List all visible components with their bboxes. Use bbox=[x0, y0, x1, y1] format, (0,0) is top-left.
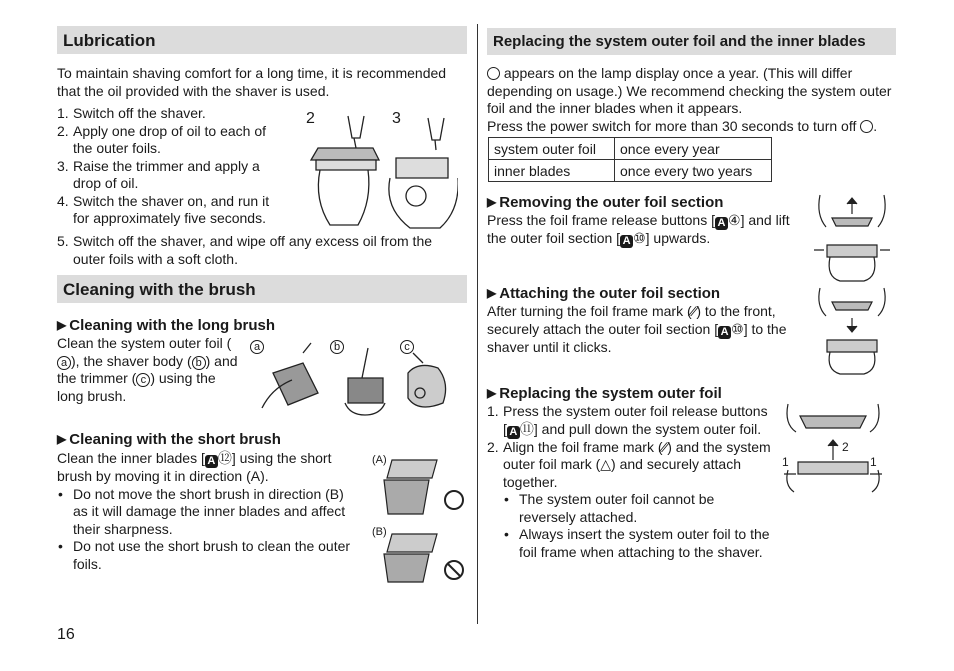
table-cell: inner blades bbox=[489, 160, 615, 182]
fig-label-1-left: 1 bbox=[782, 455, 789, 469]
long-brush-text: Clean the system outer foil (a ), the shaver body ( b ) and the trimmer ( c ) using the long brush. bbox=[57, 335, 238, 404]
triangle-icon: ▶ bbox=[487, 195, 497, 209]
foil-attach-drawing bbox=[812, 284, 892, 376]
lamp-icon bbox=[487, 67, 500, 80]
foil-removal-drawing bbox=[812, 190, 892, 282]
system-foil-bullet: • Always insert the system outer foil to the foil frame when attaching to the shaver. bbox=[503, 526, 772, 561]
lubrication-intro: To maintain shaving comfort for a long time, it is recommended that the oil provided with the shaver is used. bbox=[57, 65, 447, 99]
lubrication-steps-1-4 bbox=[57, 105, 289, 228]
ref-badge-a: A bbox=[620, 235, 633, 248]
fig-label-1-right: 1 bbox=[870, 455, 877, 469]
table-cell: once every two years bbox=[615, 160, 772, 182]
system-foil-step: 2. Align the foil frame mark (⁄⁄) and the system outer foil mark (△) and securely attach together. bbox=[487, 438, 771, 490]
table-cell: once every year bbox=[615, 138, 772, 160]
lubrication-step: 1. Switch off the shaver. bbox=[57, 105, 206, 121]
fig-label-3: 3 bbox=[392, 110, 401, 127]
attaching-illustration bbox=[812, 284, 892, 376]
brush-cleaning-drawing bbox=[248, 338, 464, 418]
cleaning-heading: Cleaning with the brush bbox=[63, 280, 256, 299]
short-brush-bullet: • Do not move the short brush in direction (B) as it will damage the inner blades and affect their sharpness. bbox=[57, 486, 362, 539]
label-c-circle: c bbox=[136, 373, 150, 387]
system-foil-bullet: • The system outer foil cannot be reversely attached. bbox=[503, 491, 772, 526]
attaching-title: ▶ Attaching the outer foil section bbox=[487, 285, 721, 302]
system-foil-step: 1. Press the system outer foil release buttons [ A ⑪] and pull down the system outer foil. bbox=[487, 403, 768, 438]
foil-frame-mark-icon: ⁄⁄ bbox=[691, 303, 697, 319]
lubrication-illustration bbox=[298, 108, 458, 233]
system-foil-title: ▶ Replacing the system outer foil bbox=[487, 385, 722, 402]
replace-intro: appears on the lamp display once a year. (This will differ depending on usage.) We recommend checking the system outer foil and the inner blades when it appears. Press the power switch for more than 30 seconds to turn off . bbox=[487, 65, 892, 134]
replace-heading: Replacing the system outer foil and the inner blades bbox=[493, 33, 866, 50]
lubrication-step: 5. Switch off the shaver, and wipe off any excess oil from the outer foils with a soft cloth. bbox=[57, 233, 433, 267]
fig-label-2: 2 bbox=[842, 440, 849, 454]
foil-frame-mark-icon: ⁄⁄ bbox=[662, 438, 668, 455]
lubrication-heading: Lubrication bbox=[63, 31, 156, 50]
long-brush-title: ▶ Cleaning with the long brush bbox=[57, 317, 276, 334]
cleaning-header bbox=[57, 275, 467, 303]
ref-badge-a: A bbox=[507, 426, 520, 439]
replace-header bbox=[487, 28, 896, 55]
system-foil-illustration bbox=[778, 400, 888, 495]
fig-label-c: c bbox=[400, 340, 414, 354]
triangle-icon: ▶ bbox=[57, 318, 67, 332]
short-brush-bullet: • Do not use the short brush to clean the outer foils. bbox=[57, 538, 362, 573]
attaching-text: After turning the foil frame mark (⁄⁄) to the front, securely attach the outer foil section [ A ⑩] to the shaver until it clicks. bbox=[487, 303, 787, 355]
short-brush-text: Clean the inner blades [ A ⑫] using the short brush by moving it in direction (A). • Do not move the short brush in direction (B) as it will damage the inner blades and affect their sharpness. • Do not use the short brush to clean the outer foils. bbox=[57, 450, 362, 573]
page-number: 16 bbox=[57, 626, 75, 643]
removing-title: ▶ Removing the outer foil section bbox=[487, 194, 724, 211]
ref-badge-a: A bbox=[715, 217, 728, 230]
table-cell: system outer foil bbox=[489, 138, 615, 160]
ref-badge-a: A bbox=[718, 326, 731, 339]
short-brush-drawing bbox=[370, 452, 466, 587]
lubrication-step-5 bbox=[57, 233, 457, 268]
replacement-interval-table bbox=[488, 137, 772, 182]
lubrication-step: 3. Raise the trimmer and apply a drop of oil. bbox=[57, 157, 260, 191]
fig-label-2: 2 bbox=[306, 110, 315, 127]
column-divider bbox=[477, 24, 478, 624]
lubrication-step: 4. Switch the shaver on, and run it for approximately five seconds. bbox=[57, 192, 270, 226]
short-brush-illustration bbox=[370, 452, 466, 587]
triangle-icon: ▶ bbox=[57, 432, 67, 446]
fig-label-direction-b: (B) bbox=[372, 526, 387, 538]
lamp-icon bbox=[860, 120, 873, 133]
label-b-circle: b bbox=[192, 356, 206, 370]
removing-text: Press the foil frame release buttons [ A ④] and lift the outer foil section [ A ⑩] upwards. bbox=[487, 212, 790, 247]
fig-label-direction-a: (A) bbox=[372, 454, 387, 466]
table-row bbox=[489, 138, 772, 160]
oil-application-drawing bbox=[298, 108, 458, 233]
system-foil-text bbox=[487, 403, 772, 561]
label-a-circle: a bbox=[57, 356, 71, 370]
triangle-icon: ▶ bbox=[487, 286, 497, 300]
lubrication-header bbox=[57, 26, 467, 54]
long-brush-illustration bbox=[248, 338, 464, 418]
system-foil-drawing bbox=[778, 400, 888, 495]
fig-label-b: b bbox=[330, 340, 344, 354]
lubrication-step: 2. Apply one drop of oil to each of the outer foils. bbox=[57, 122, 267, 156]
fig-label-a: a bbox=[250, 340, 264, 354]
ref-badge-a: A bbox=[205, 455, 218, 468]
removing-illustration bbox=[812, 190, 892, 282]
short-brush-title: ▶ Cleaning with the short brush bbox=[57, 431, 281, 448]
table-row bbox=[489, 160, 772, 182]
triangle-icon: ▶ bbox=[487, 386, 497, 400]
